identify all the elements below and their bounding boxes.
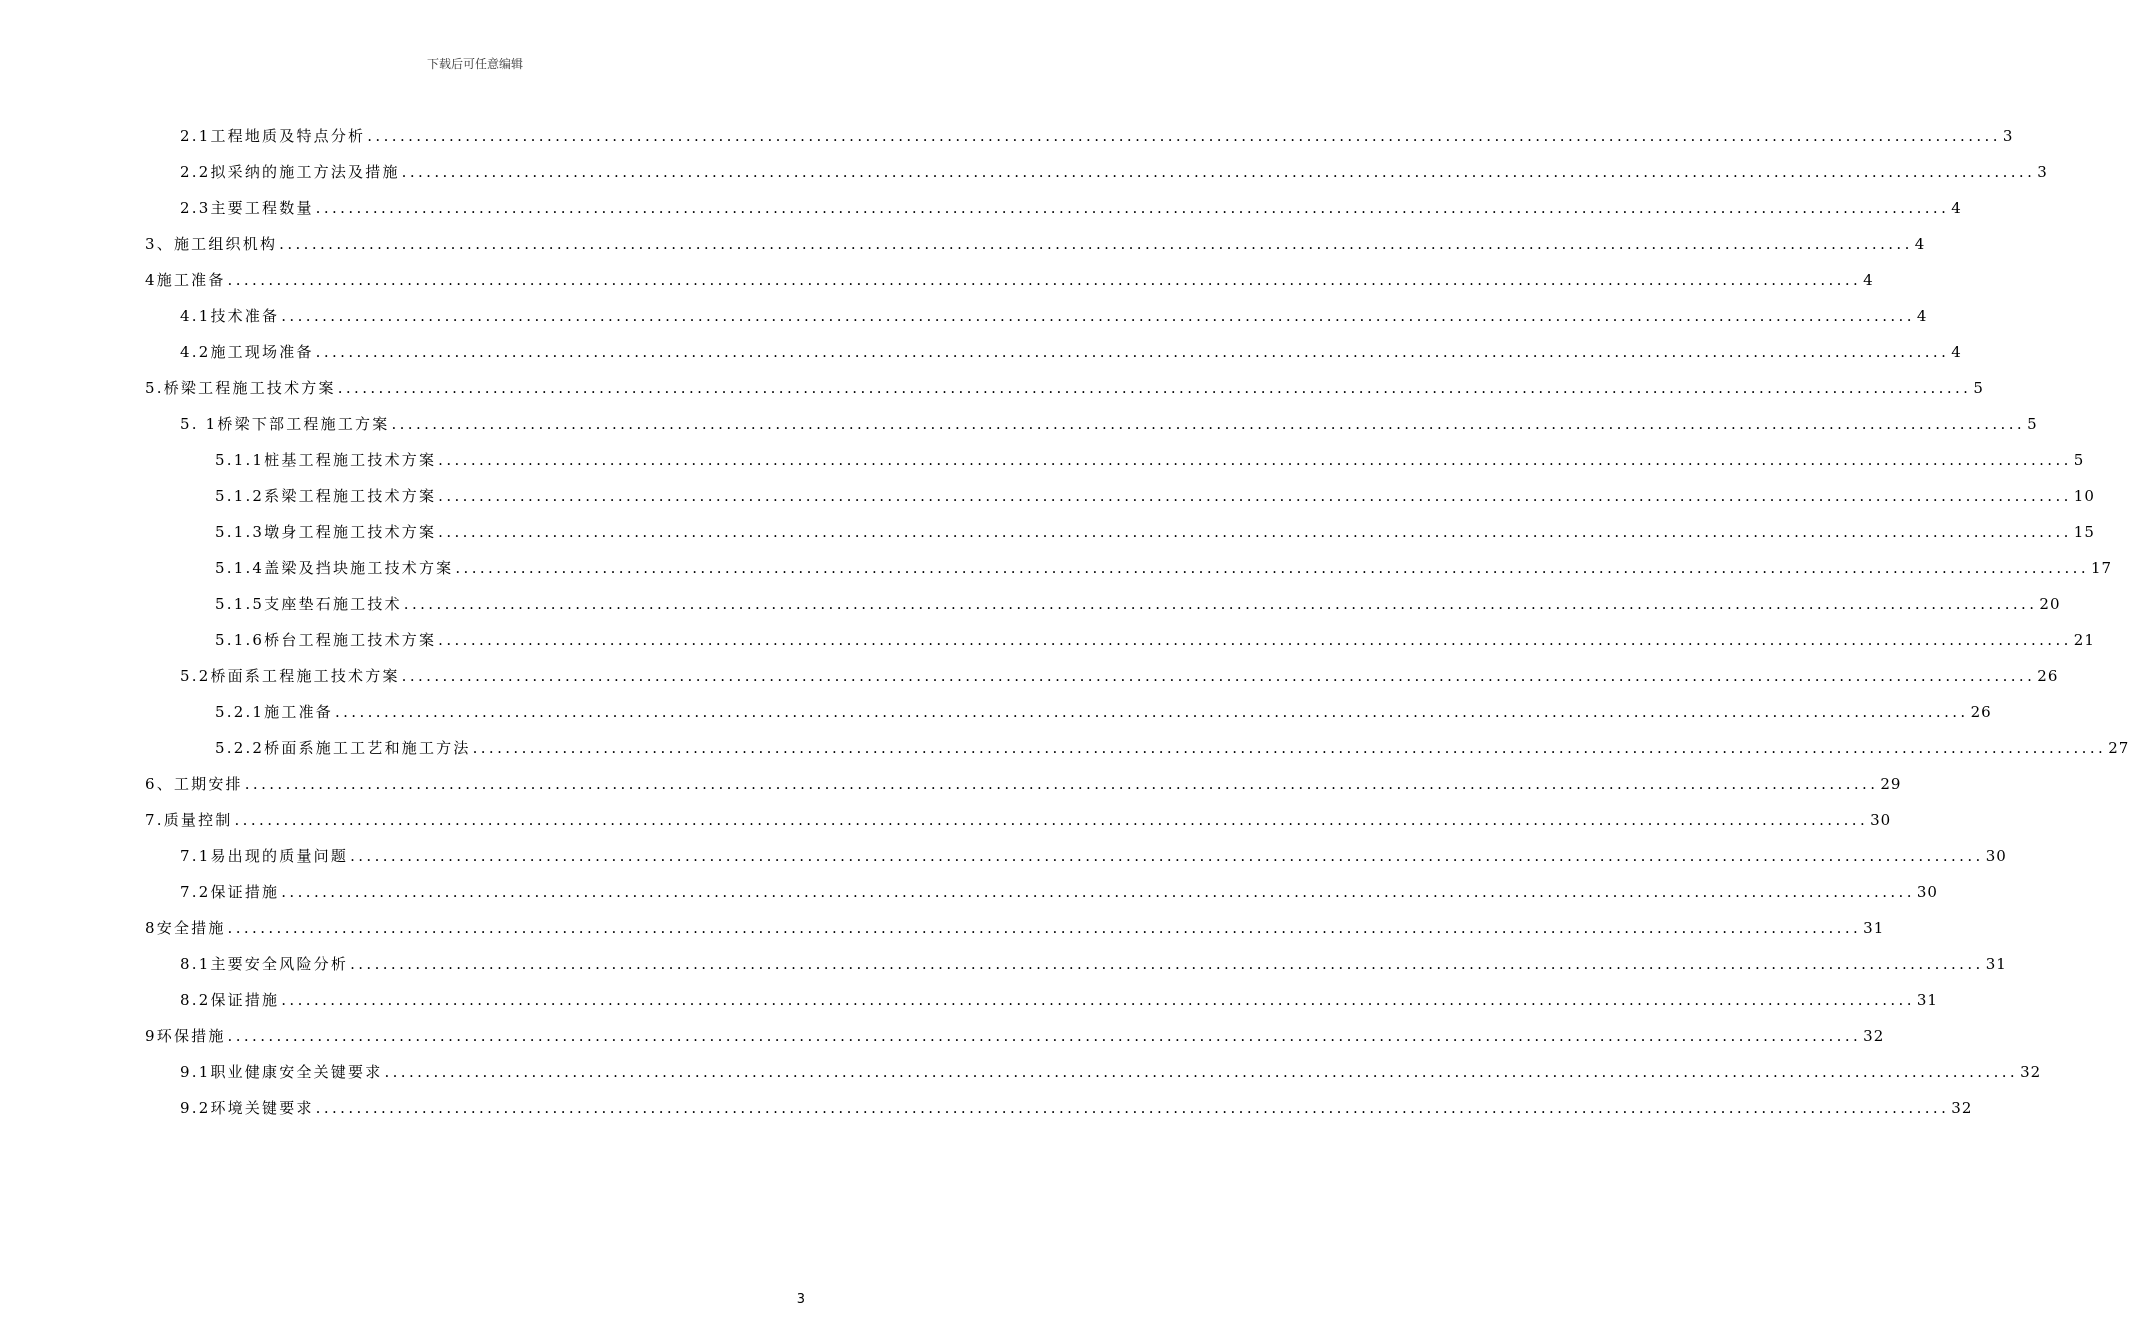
toc-leader-dots: ........................................................................................................................................................................................................	[438, 487, 2072, 505]
toc-entry-page: 4	[1951, 199, 1962, 217]
toc-entry-page: 4	[1863, 271, 1874, 289]
toc-entry-page: 21	[2073, 631, 2095, 649]
toc-entry[interactable]	[215, 737, 2129, 761]
toc-entry-label: 7.质量控制	[145, 811, 233, 829]
toc-entry-page: 29	[1880, 775, 1902, 793]
toc-leader-dots: ........................................................................................................................................................................................................	[438, 631, 2072, 649]
toc-leader-dots: ........................................................................................................................................................................................................	[438, 451, 2072, 469]
toc-entry[interactable]	[145, 269, 1874, 293]
toc-entry-page: 31	[1916, 991, 1938, 1009]
page-header: 下载后可任意编辑	[426, 57, 523, 71]
toc-entry[interactable]	[180, 845, 2007, 869]
toc-entry-label: 5.1.6桥台工程施工技术方案	[215, 631, 437, 649]
toc-entry[interactable]	[145, 809, 1892, 833]
toc-entry-label: 5.2桥面系工程施工技术方案	[180, 667, 400, 685]
toc-entry-label: 5. 1桥梁下部工程施工方案	[180, 415, 390, 433]
toc-entry-label: 9.2环境关键要求	[180, 1099, 314, 1117]
toc-entry-label: 8.1主要安全风险分析	[180, 955, 349, 973]
toc-entry-label: 2.2拟采纳的施工方法及措施	[180, 163, 400, 181]
toc-entry-page: 30	[1916, 883, 1938, 901]
toc-entry[interactable]	[180, 197, 1962, 221]
toc-leader-dots: ........................................................................................................................................................................................................	[350, 847, 1984, 865]
toc-entry-label: 5.2.1施工准备	[215, 703, 333, 721]
toc-entry-label: 5.2.2桥面系施工工艺和施工方法	[215, 739, 471, 757]
toc-leader-dots: ........................................................................................................................................................................................................	[281, 883, 1915, 901]
toc-entry-page: 15	[2073, 523, 2095, 541]
toc-entry-label: 4.1技术准备	[180, 307, 280, 325]
toc-entry-page: 31	[1985, 955, 2007, 973]
toc-entry-page: 31	[1863, 919, 1885, 937]
toc-leader-dots: ........................................................................................................................................................................................................	[227, 1027, 1862, 1045]
toc-leader-dots: ........................................................................................................................................................................................................	[281, 991, 1915, 1009]
toc-entry[interactable]	[180, 341, 1962, 365]
toc-entry-label: 4施工准备	[145, 271, 226, 289]
toc-leader-dots: ........................................................................................................................................................................................................	[315, 199, 1950, 217]
toc-entry-label: 6、工期安排	[145, 775, 243, 793]
toc-entry[interactable]	[145, 773, 1902, 797]
toc-entry[interactable]	[180, 161, 2048, 185]
toc-entry[interactable]	[180, 665, 2059, 689]
toc-entry-label: 9.1职业健康安全关键要求	[180, 1063, 383, 1081]
toc-leader-dots: ........................................................................................................................................................................................................	[315, 1099, 1950, 1117]
toc-entry[interactable]	[215, 485, 2095, 509]
toc-leader-dots: ........................................................................................................................................................................................................	[472, 739, 2107, 757]
toc-entry-page: 4	[1951, 343, 1962, 361]
toc-entry-label: 5.1.3墩身工程施工技术方案	[215, 523, 437, 541]
toc-entry-label: 9环保措施	[145, 1027, 226, 1045]
toc-entry-label: 2.3主要工程数量	[180, 199, 314, 217]
toc-entry[interactable]	[180, 1061, 2042, 1085]
toc-leader-dots: ........................................................................................................................................................................................................	[334, 703, 1969, 721]
toc-leader-dots: ........................................................................................................................................................................................................	[234, 811, 1869, 829]
toc-entry[interactable]	[145, 1025, 1885, 1049]
toc-entry-label: 3、施工组织机构	[145, 235, 278, 253]
toc-leader-dots: ........................................................................................................................................................................................................	[337, 379, 1972, 397]
toc-leader-dots: ........................................................................................................................................................................................................	[401, 667, 2036, 685]
toc-entry[interactable]	[215, 449, 2085, 473]
toc-leader-dots: ........................................................................................................................................................................................................	[315, 343, 1950, 361]
toc-entry[interactable]	[180, 881, 1938, 905]
toc-entry-page: 26	[2037, 667, 2059, 685]
toc-entry-page: 4	[1916, 307, 1928, 325]
toc-leader-dots: ........................................................................................................................................................................................................	[281, 307, 1915, 325]
toc-entry[interactable]	[180, 413, 2038, 437]
toc-leader-dots: ........................................................................................................................................................................................................	[391, 415, 2026, 433]
toc-entry-label: 5.1.2系梁工程施工技术方案	[215, 487, 437, 505]
toc-leader-dots: ........................................................................................................................................................................................................	[401, 163, 2036, 181]
toc-entry-page: 5	[2073, 451, 2085, 469]
toc-entry[interactable]	[215, 701, 1992, 725]
toc-entry[interactable]	[180, 125, 2014, 149]
toc-entry-page: 27	[2108, 739, 2129, 757]
toc-entry[interactable]	[145, 233, 1926, 257]
toc-entry[interactable]	[180, 953, 2007, 977]
toc-entry[interactable]	[180, 989, 1938, 1013]
toc-entry[interactable]	[215, 557, 2113, 581]
toc-entry-page: 32	[1863, 1027, 1885, 1045]
toc-entry[interactable]	[180, 305, 1928, 329]
toc-entry-page: 5	[1973, 379, 1984, 397]
toc-entry-page: 4	[1914, 235, 1926, 253]
toc-entry-page: 26	[1970, 703, 1992, 721]
toc-entry-page: 10	[2073, 487, 2095, 505]
toc-entry-page: 3	[2002, 127, 2014, 145]
toc-leader-dots: ........................................................................................................................................................................................................	[367, 127, 2001, 145]
toc-entry[interactable]	[215, 629, 2095, 653]
toc-entry-label: 5.1.5支座垫石施工技术	[215, 595, 402, 613]
toc-leader-dots: ........................................................................................................................................................................................................	[279, 235, 1913, 253]
toc-leader-dots: ........................................................................................................................................................................................................	[350, 955, 1984, 973]
toc-leader-dots: ........................................................................................................................................................................................................	[438, 523, 2072, 541]
toc-entry[interactable]	[145, 917, 1885, 941]
toc-entry-label: 8安全措施	[145, 919, 226, 937]
page-number: 3	[796, 1292, 805, 1307]
toc-entry-label: 7.1易出现的质量问题	[180, 847, 349, 865]
toc-entry[interactable]	[215, 521, 2095, 545]
toc-entry-label: 5.1.1桩基工程施工技术方案	[215, 451, 437, 469]
toc-entry-label: 2.1工程地质及特点分析	[180, 127, 366, 145]
toc-entry-label: 7.2保证措施	[180, 883, 280, 901]
toc-entry[interactable]	[180, 1097, 1973, 1121]
toc-entry-page: 32	[1951, 1099, 1973, 1117]
toc-leader-dots: ........................................................................................................................................................................................................	[384, 1063, 2019, 1081]
toc-entry-page: 30	[1985, 847, 2007, 865]
toc-entry-label: 5.1.4盖梁及挡块施工技术方案	[215, 559, 454, 577]
toc-entry-label: 5.桥梁工程施工技术方案	[145, 379, 336, 397]
toc-entry-label: 8.2保证措施	[180, 991, 280, 1009]
toc-entry-page: 30	[1870, 811, 1892, 829]
toc-leader-dots: ........................................................................................................................................................................................................	[227, 919, 1862, 937]
toc-leader-dots: ........................................................................................................................................................................................................	[244, 775, 1879, 793]
toc-leader-dots: ........................................................................................................................................................................................................	[403, 595, 2038, 613]
toc-entry-page: 5	[2027, 415, 2038, 433]
toc-entry[interactable]	[145, 377, 1984, 401]
toc-leader-dots: ........................................................................................................................................................................................................	[455, 559, 2089, 577]
toc-entry-page: 17	[2091, 559, 2113, 577]
toc-entry[interactable]	[215, 593, 2061, 617]
toc-entry-page: 20	[2039, 595, 2061, 613]
toc-entry-label: 4.2施工现场准备	[180, 343, 314, 361]
toc-leader-dots: ........................................................................................................................................................................................................	[227, 271, 1862, 289]
toc-entry-page: 3	[2037, 163, 2048, 181]
toc-entry-page: 32	[2020, 1063, 2042, 1081]
